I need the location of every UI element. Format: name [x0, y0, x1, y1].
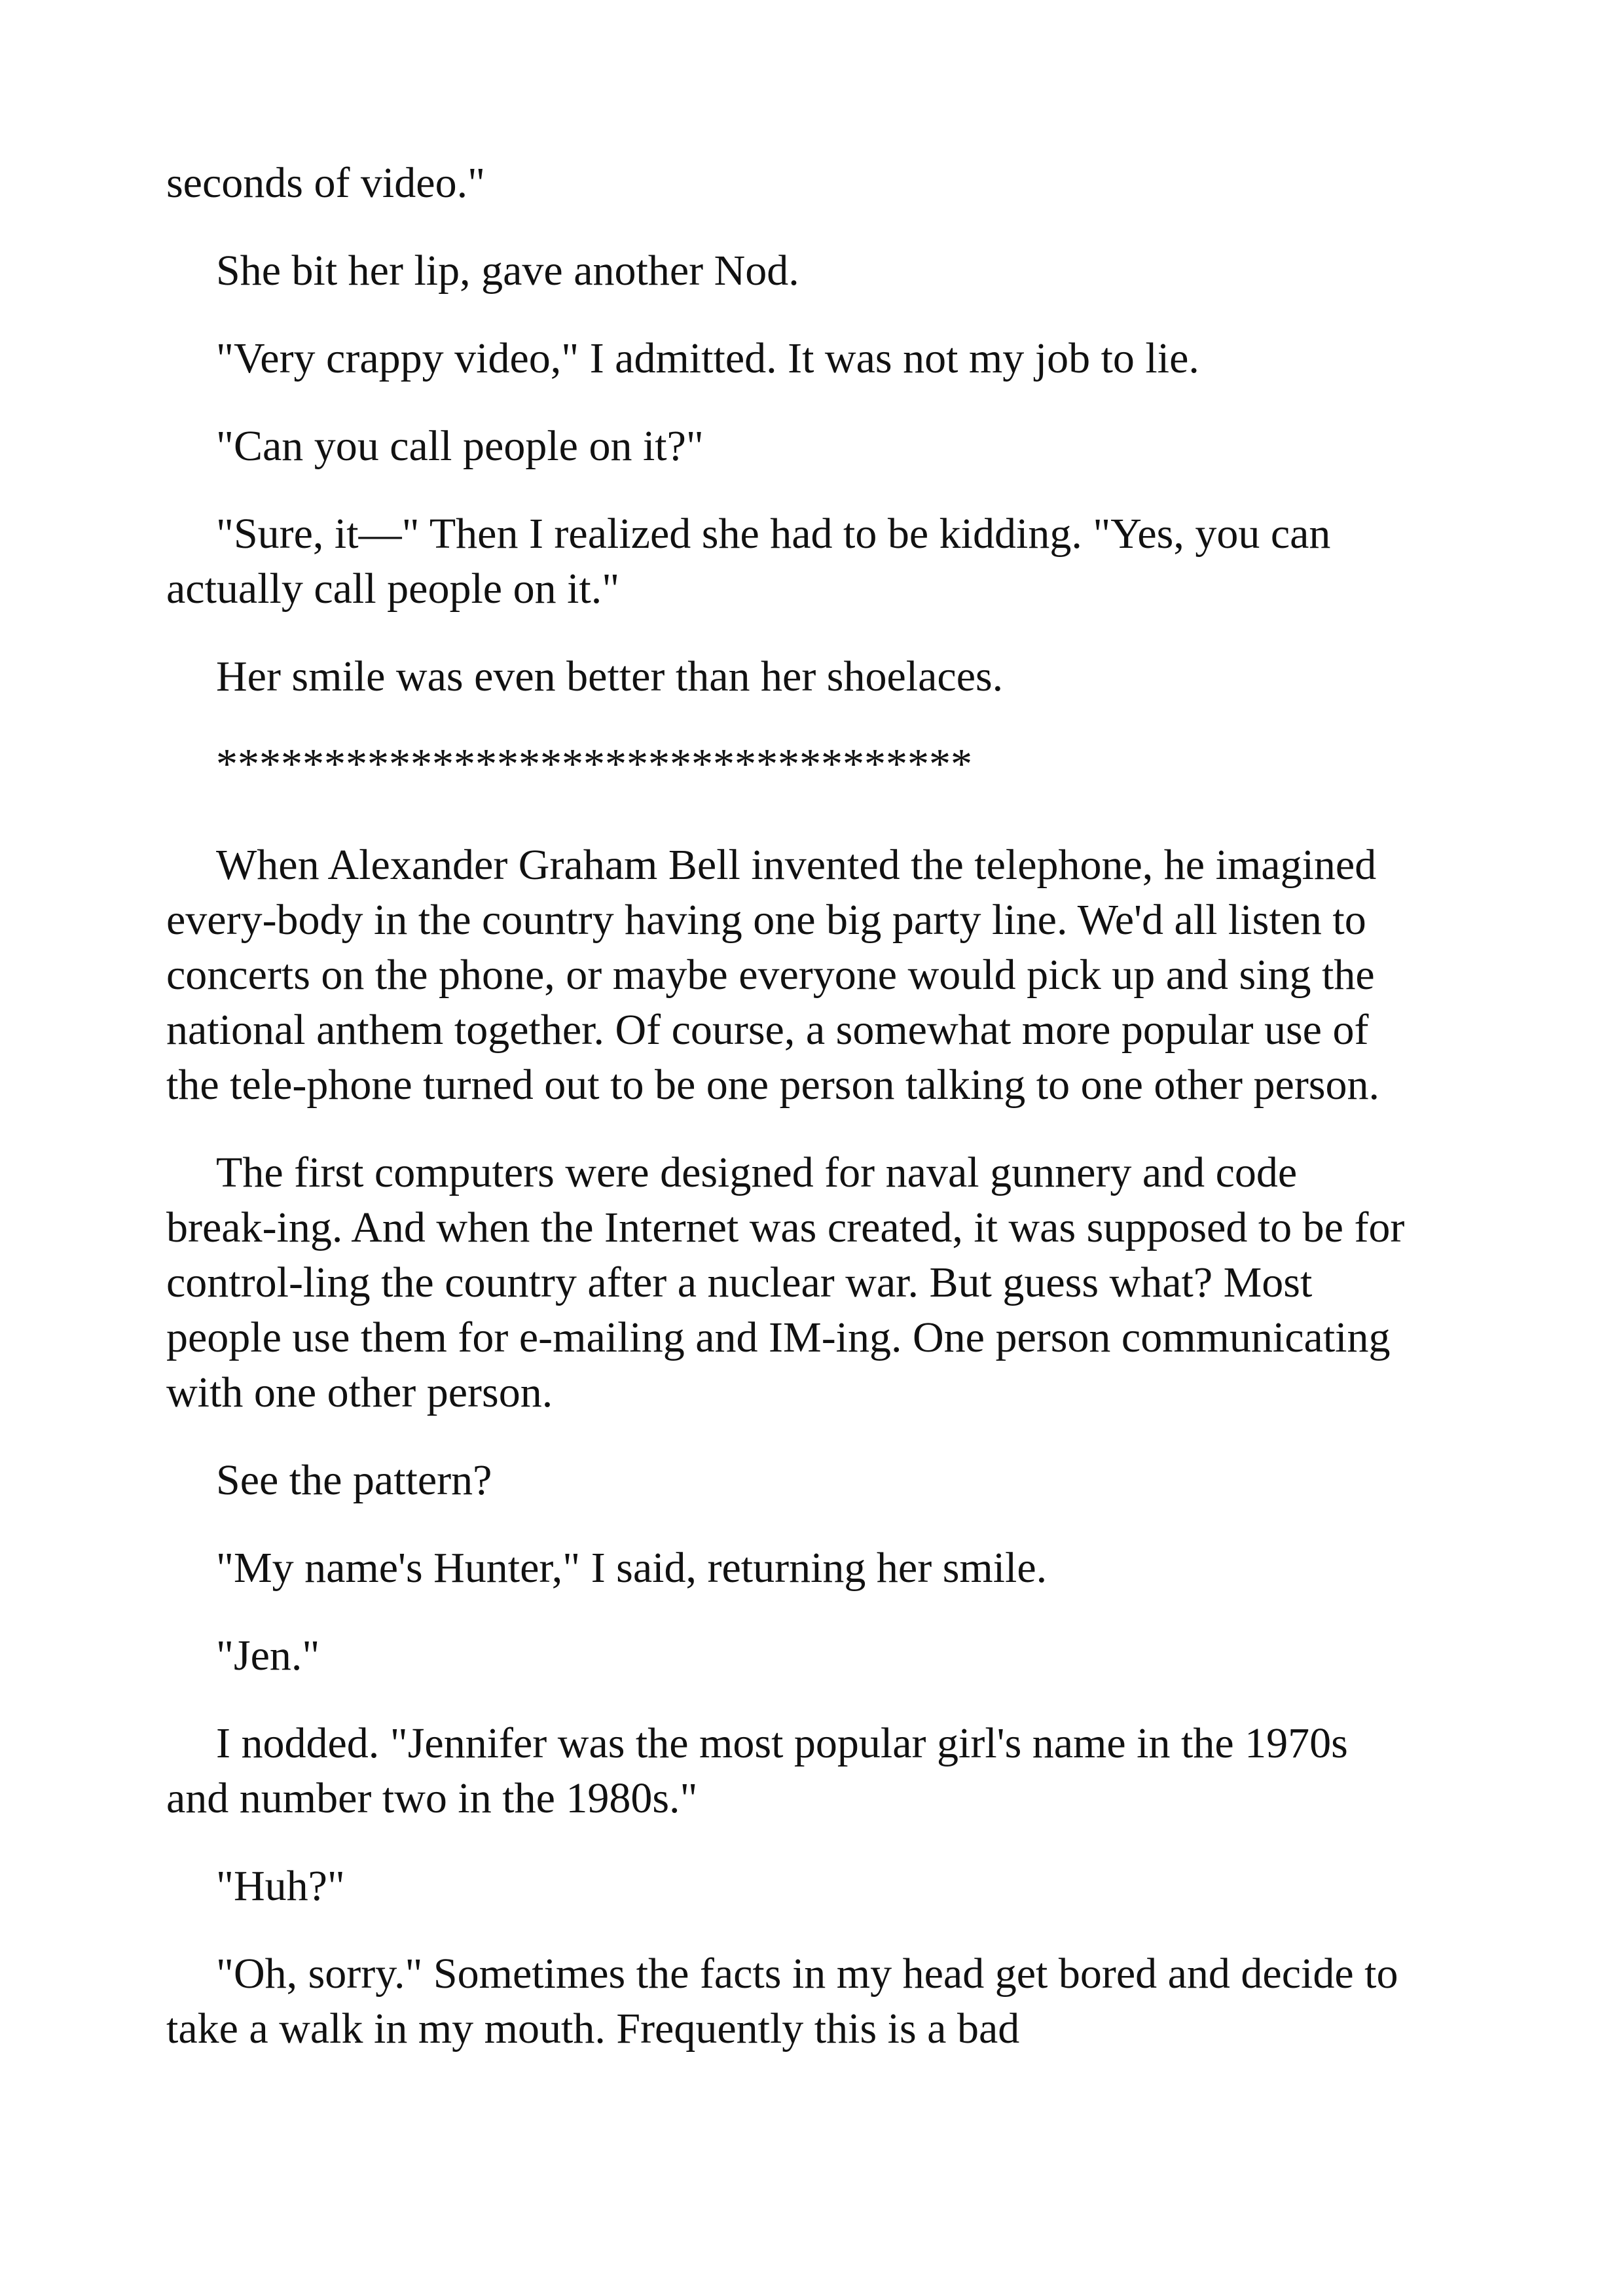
paragraph-14: "Oh, sorry." Sometimes the facts in my head get bored and decide to take a walk in my mouth. Frequently this is a bad: [166, 1950, 1398, 2053]
paragraph-1: seconds of video.": [166, 159, 486, 207]
paragraph-9: See the pattern?: [216, 1456, 492, 1504]
paragraph-4: "Can you call people on it?": [216, 422, 704, 470]
paragraph-12: I nodded. "Jennifer was the most popular girl's name in the 1970s and number two in the 1980s.": [166, 1719, 1348, 1822]
section-separator: ***********************************: [216, 740, 972, 788]
paragraph-2: She bit her lip, gave another Nod.: [216, 247, 799, 295]
paragraph-10: "My name's Hunter," I said, returning her smile.: [216, 1544, 1048, 1592]
paragraph-11: "Jen.": [216, 1632, 320, 1679]
body-text: [166, 156, 1410, 2089]
paragraph-7: When Alexander Graham Bell invented the telephone, he imagined every-body in the country having one big party line. We'd all listen to concerts on the phone, or maybe everyone would pick up and sing the national anthem together. Of course, a somewhat more popular use of the tele-phone turned out to be one person talking to one other person.: [166, 841, 1379, 1109]
paragraph-13: "Huh?": [216, 1862, 345, 1910]
paragraph-3: "Very crappy video," I admitted. It was not my job to lie.: [216, 334, 1199, 382]
paragraph-6: Her smile was even better than her shoelaces.: [216, 653, 1004, 700]
paragraph-5: "Sure, it—" Then I realized she had to be kidding. "Yes, you can actually call people on it.": [166, 510, 1331, 613]
paragraph-8: The first computers were designed for naval gunnery and code break-ing. And when the Internet was created, it was supposed to be for control-ling the country after a nuclear war. But guess what? Most people use them for e-mailing and IM-ing. One person communicating with one other person.: [166, 1149, 1405, 1416]
